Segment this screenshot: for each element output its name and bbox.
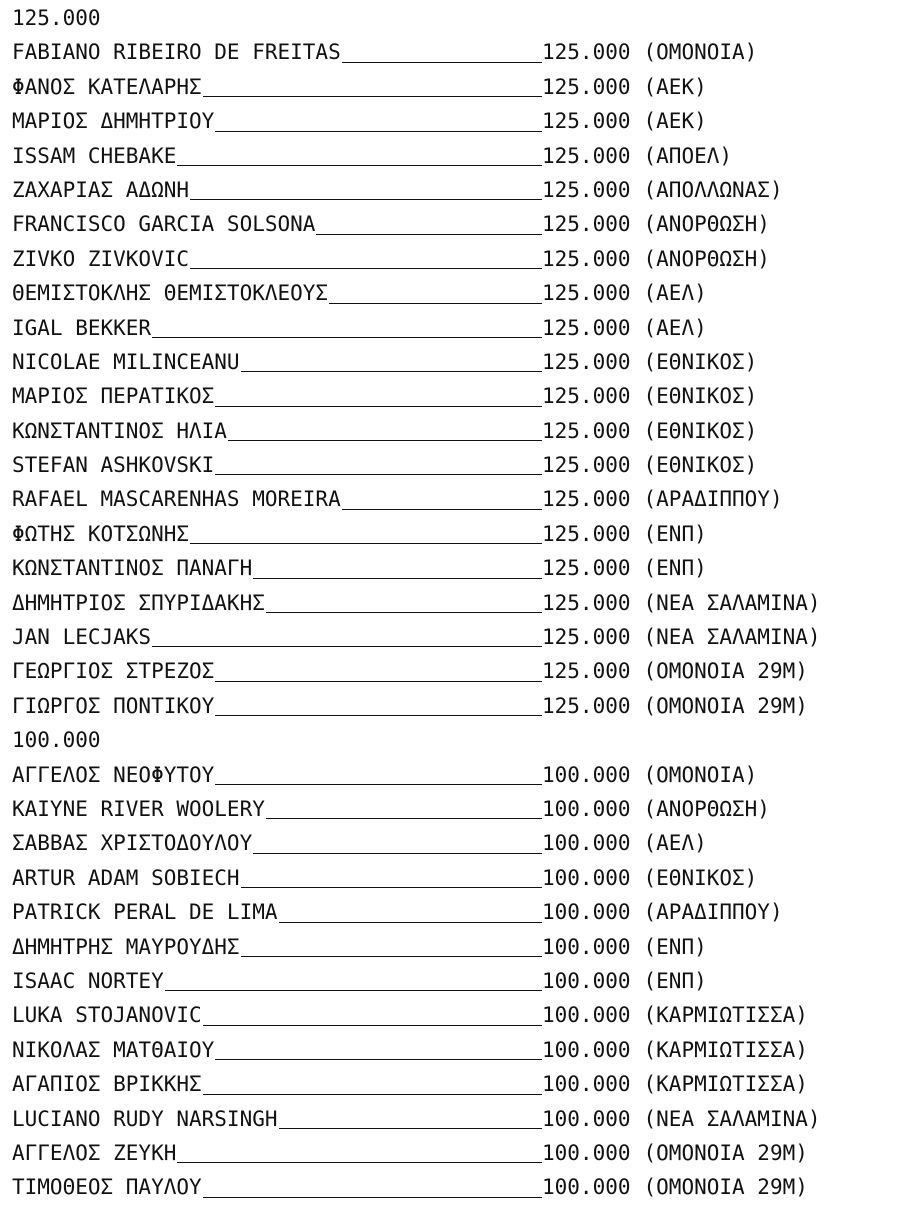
player-name-cell [12,689,542,723]
player-row [12,242,900,276]
salary-amount: 100.000 [542,1037,631,1062]
player-name-cell [12,311,542,345]
player-name-cell [12,964,542,998]
player-name: ΘΕΜΙΣΤΟΚΛΗΣ ΘΕΜΙΣΤΟΚΛΕΟΥΣ [12,281,329,306]
player-name-cell [12,414,542,448]
player-name-cell [12,551,542,585]
player-name-cell [12,1033,542,1067]
salary-amount: 125.000 [542,625,631,650]
player-row [12,414,900,448]
player-name-cell [12,482,542,516]
player-name-cell [12,242,542,276]
player-row [12,998,900,1032]
salary-amount: 125.000 [542,281,631,306]
salary-amount: 125.000 [542,109,631,134]
team-name: (ΚΑΡΜΙΩΤΙΣΣΑ) [643,1003,808,1028]
player-name: ISSAM CHEBAKE [12,143,177,168]
team-name: (ΑΠΟΛΛΩΝΑΣ) [643,177,783,202]
salary-amount: 125.000 [542,143,631,168]
team-name: (ΝΕΑ ΣΑΛΑΜΙΝΑ) [643,625,821,650]
player-row [12,1102,900,1136]
player-row [12,276,900,310]
player-row [12,895,900,929]
salary-amount: 100.000 [542,762,631,787]
player-name: NICOLAE MILINCEANU [12,349,240,374]
player-name: KAIYNE RIVER WOOLERY [12,796,265,821]
team-name: (ΑΕΛ) [643,831,707,856]
player-name-cell [12,895,542,929]
player-name: ΑΓΓΕΛΟΣ ΝΕΟΦΥΤΟΥ [12,762,215,787]
player-row [12,35,900,69]
salary-amount: 125.000 [542,349,631,374]
player-name-cell [12,861,542,895]
player-row [12,930,900,964]
salary-amount: 125.000 [542,556,631,581]
team-name: (ΕΝΠ) [643,968,707,993]
player-name: ΓΕΩΡΓΙΟΣ ΣΤΡΕΖΟΣ [12,659,215,684]
player-name: FABIANO RIBEIRO DE FREITAS [12,40,341,65]
player-name-cell [12,35,542,69]
salary-amount: 100.000 [542,865,631,890]
team-name: (ΑΝΟΡΘΩΣΗ) [643,246,770,271]
salary-amount: 125.000 [542,693,631,718]
team-name: (ΕΘΝΙΚΟΣ) [643,349,758,374]
player-name: ΚΩΝΣΤΑΝΤΙΝΟΣ ΗΛΙΑ [12,418,227,443]
player-name-cell [12,517,542,551]
player-name: LUCIANO RUDY NARSINGH [12,1106,278,1131]
salary-amount: 125.000 [542,74,631,99]
player-row [12,1067,900,1101]
player-name: ΑΓΑΠΙΟΣ ΒΡΙΚΚΗΣ [12,1072,202,1097]
team-name: (ΟΜΟΝΟΙΑ) [643,40,758,65]
team-name: (ΑΡΑΔΙΠΠΟΥ) [643,900,783,925]
player-name-cell [12,620,542,654]
player-name: FRANCISCO GARCIA SOLSONA [12,212,316,237]
salary-amount: 125.000 [542,590,631,615]
player-name-cell [12,826,542,860]
team-name: (ΑΕΛ) [643,281,707,306]
team-name: (ΟΜΟΝΟΙΑ 29Μ) [643,693,808,718]
player-name-cell [12,758,542,792]
player-name: ΖΑΧΑΡΙΑΣ ΑΔΩΝΗ [12,177,190,202]
team-name: (ΟΜΟΝΟΙΑ 29Μ) [643,1175,808,1200]
team-name: (ΟΜΟΝΟΙΑ 29Μ) [643,1140,808,1165]
team-name: (ΝΕΑ ΣΑΛΑΜΙΝΑ) [643,590,821,615]
player-row [12,792,900,826]
player-row [12,964,900,998]
player-name: ΜΑΡΙΟΣ ΠΕΡΑΤΙΚΟΣ [12,384,215,409]
player-row [12,1136,900,1170]
player-name-cell [12,998,542,1032]
player-row [12,345,900,379]
team-name: (ΑΝΟΡΘΩΣΗ) [643,796,770,821]
salary-amount: 100.000 [542,900,631,925]
salary-amount: 125.000 [542,487,631,512]
player-name: ARTUR ADAM SOBIECH [12,865,240,890]
player-row [12,70,900,104]
player-name: JAN LECJAKS [12,625,152,650]
player-row [12,1033,900,1067]
salary-amount: 100.000 [542,934,631,959]
team-name: (ΝΕΑ ΣΑΛΑΜΙΝΑ) [643,1106,821,1131]
player-row [12,689,900,723]
player-row [12,1170,900,1204]
salary-amount: 125.000 [542,418,631,443]
team-name: (ΕΘΝΙΚΟΣ) [643,418,758,443]
salary-amount: 100.000 [542,1072,631,1097]
salary-amount: 125.000 [542,40,631,65]
section-heading: 100.000 [12,728,101,753]
player-row [12,207,900,241]
player-row [12,620,900,654]
salary-amount: 100.000 [542,831,631,856]
player-name-cell [12,1136,542,1170]
team-name: (ΚΑΡΜΙΩΤΙΣΣΑ) [643,1072,808,1097]
player-row [12,826,900,860]
salary-amount: 125.000 [542,659,631,684]
player-name-cell [12,930,542,964]
player-name-cell [12,586,542,620]
player-name: ΚΩΝΣΤΑΝΤΙΝΟΣ ΠΑΝΑΓΗ [12,556,253,581]
salary-amount: 100.000 [542,1175,631,1200]
player-name: ZIVKO ZIVKOVIC [12,246,190,271]
player-name: ΝΙΚΟΛΑΣ ΜΑΤΘΑΙΟΥ [12,1037,215,1062]
player-name: ΓΙΩΡΓΟΣ ΠΟΝΤΙΚΟΥ [12,693,215,718]
salary-amount: 125.000 [542,521,631,546]
player-name-cell [12,654,542,688]
player-name: IGAL BEKKER [12,315,152,340]
salary-amount: 125.000 [542,212,631,237]
player-name: ΣΑΒΒΑΣ ΧΡΙΣΤΟΔΟΥΛΟΥ [12,831,253,856]
team-name: (ΚΑΡΜΙΩΤΙΣΣΑ) [643,1037,808,1062]
player-name: ISAAC NORTEY [12,968,164,993]
salary-amount: 100.000 [542,796,631,821]
section-heading: 125.000 [12,6,101,30]
player-name: ΤΙΜΟΘΕΟΣ ΠΑΥΛΟΥ [12,1175,202,1200]
salary-amount: 125.000 [542,453,631,478]
player-name-cell [12,345,542,379]
player-name: PATRICK PERAL DE LIMA [12,900,278,925]
player-name: ΦΩΤΗΣ ΚΟΤΣΩΝΗΣ [12,521,190,546]
team-name: (ΕΝΠ) [643,521,707,546]
salary-list-document [12,1,900,1205]
player-name-cell [12,70,542,104]
player-name-cell [12,207,542,241]
player-row [12,139,900,173]
player-name: ΑΓΓΕΛΟΣ ΖΕΥΚΗ [12,1140,177,1165]
player-row [12,517,900,551]
salary-amount: 100.000 [542,968,631,993]
player-name-cell [12,448,542,482]
player-name-cell [12,1067,542,1101]
team-name: (ΑΕΛ) [643,315,707,340]
player-row [12,104,900,138]
team-name: (ΟΜΟΝΟΙΑ) [643,762,758,787]
player-name: ΦΑΝΟΣ ΚΑΤΕΛΑΡΗΣ [12,74,202,99]
team-name: (ΟΜΟΝΟΙΑ 29Μ) [643,659,808,684]
salary-amount: 100.000 [542,1140,631,1165]
player-name-cell [12,276,542,310]
player-name-cell [12,1170,542,1204]
team-name: (ΑΝΟΡΘΩΣΗ) [643,212,770,237]
team-name: (ΕΝΠ) [643,934,707,959]
player-row [12,173,900,207]
player-name-cell [12,139,542,173]
player-name: ΔΗΜΗΤΡΗΣ ΜΑΥΡΟΥΔΗΣ [12,934,240,959]
team-name: (ΕΝΠ) [643,556,707,581]
player-row [12,448,900,482]
salary-amount: 100.000 [542,1003,631,1028]
salary-amount: 125.000 [542,177,631,202]
player-row [12,654,900,688]
player-name: ΔΗΜΗΤΡΙΟΣ ΣΠΥΡΙΔΑΚΗΣ [12,590,265,615]
team-name: (ΕΘΝΙΚΟΣ) [643,453,758,478]
team-name: (ΕΘΝΙΚΟΣ) [643,384,758,409]
player-name: ΜΑΡΙΟΣ ΔΗΜΗΤΡΙΟΥ [12,109,215,134]
player-name-cell [12,173,542,207]
player-name: LUKA STOJANOVIC [12,1003,202,1028]
player-row [12,758,900,792]
player-name-cell [12,792,542,826]
player-row [12,482,900,516]
player-name-cell [12,379,542,413]
player-name-cell [12,1102,542,1136]
team-name: (ΑΕΚ) [643,74,707,99]
salary-amount: 100.000 [542,1106,631,1131]
team-name: (ΑΡΑΔΙΠΠΟΥ) [643,487,783,512]
salary-amount: 125.000 [542,315,631,340]
player-row [12,861,900,895]
salary-amount: 125.000 [542,246,631,271]
player-name-cell [12,104,542,138]
player-name: STEFAN ASHKOVSKI [12,453,215,478]
team-name: (ΕΘΝΙΚΟΣ) [643,865,758,890]
team-name: (ΑΕΚ) [643,109,707,134]
player-name: RAFAEL MASCARENHAS MOREIRA [12,487,341,512]
player-row [12,379,900,413]
player-row [12,586,900,620]
salary-amount: 125.000 [542,384,631,409]
player-row [12,551,900,585]
team-name: (ΑΠΟΕΛ) [643,143,733,168]
player-row [12,311,900,345]
